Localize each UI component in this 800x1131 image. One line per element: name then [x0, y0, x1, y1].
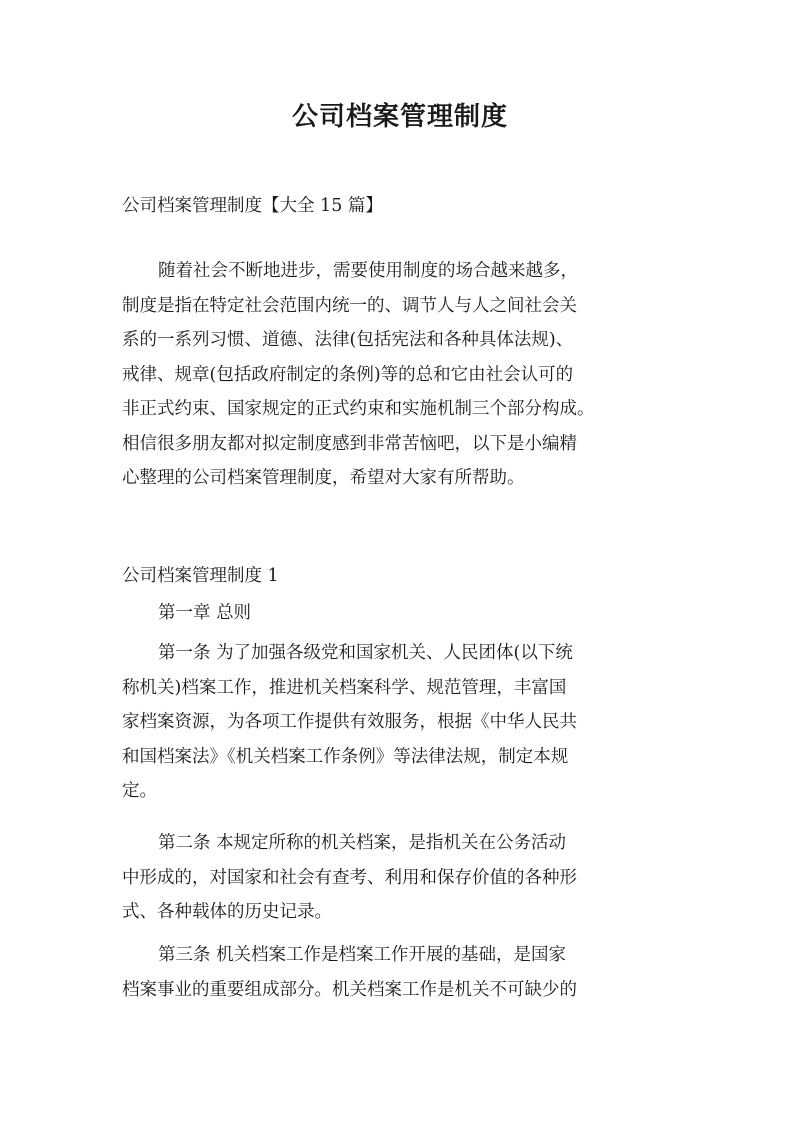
article-line: 第三条 机关档案工作是档案工作开展的基础，是国家 — [158, 945, 567, 965]
article-line: 中形成的，对国家和社会有查考、利用和保存价值的各种形 — [122, 867, 577, 888]
section-heading: 公司档案管理制度 1 — [122, 566, 279, 586]
article-3-paragraph — [122, 938, 682, 1007]
article-line: 档案事业的重要组成部分。机关档案工作是机关不可缺少的 — [122, 979, 577, 1000]
article-line: 定。 — [122, 781, 157, 801]
article-1-paragraph — [122, 636, 682, 809]
intro-line: 系的一系列习惯、道德、法律(包括宪法和各种具体法规)、 — [122, 330, 574, 350]
article-line: 称机关)档案工作，推进机关档案科学、规范管理，丰富国 — [122, 677, 567, 698]
article-line: 家档案资源，为各项工作提供有效服务，根据《中华人民共 — [122, 712, 577, 732]
document-subtitle: 公司档案管理制度【大全 15 篇】 — [122, 196, 383, 216]
intro-line: 戒律、规章(包括政府制定的条例)等的总和它由社会认可的 — [122, 364, 574, 385]
article-line: 式、各种载体的历史记录。 — [122, 902, 332, 922]
article-line: 和国档案法》《机关档案工作条例》等法律法规，制定本规 — [122, 746, 569, 767]
article-line: 第一条 为了加强各级党和国家机关、人民团体(以下统 — [158, 643, 573, 663]
chapter-heading: 第一章 总则 — [158, 603, 252, 623]
chapter-heading-block — [122, 596, 682, 631]
intro-line: 制度是指在特定社会范围内统一的、调节人与人之间社会关 — [122, 295, 577, 316]
intro-line: 相信很多朋友都对拟定制度感到非常苦恼吧，以下是小编精 — [122, 433, 577, 454]
intro-line: 非正式约束、国家规定的正式约束和实施机制三个部分构成。 — [122, 399, 595, 419]
document-title: 公司档案管理制度 — [291, 102, 508, 132]
article-2-paragraph — [122, 826, 682, 930]
intro-line: 随着社会不断地进步，需要使用制度的场合越来越多， — [158, 261, 578, 281]
article-line: 第二条 本规定所称的机关档案，是指机关在公务活动 — [158, 833, 567, 853]
intro-line: 心整理的公司档案管理制度，希望对大家有所帮助。 — [122, 468, 525, 488]
intro-paragraph — [122, 254, 682, 496]
